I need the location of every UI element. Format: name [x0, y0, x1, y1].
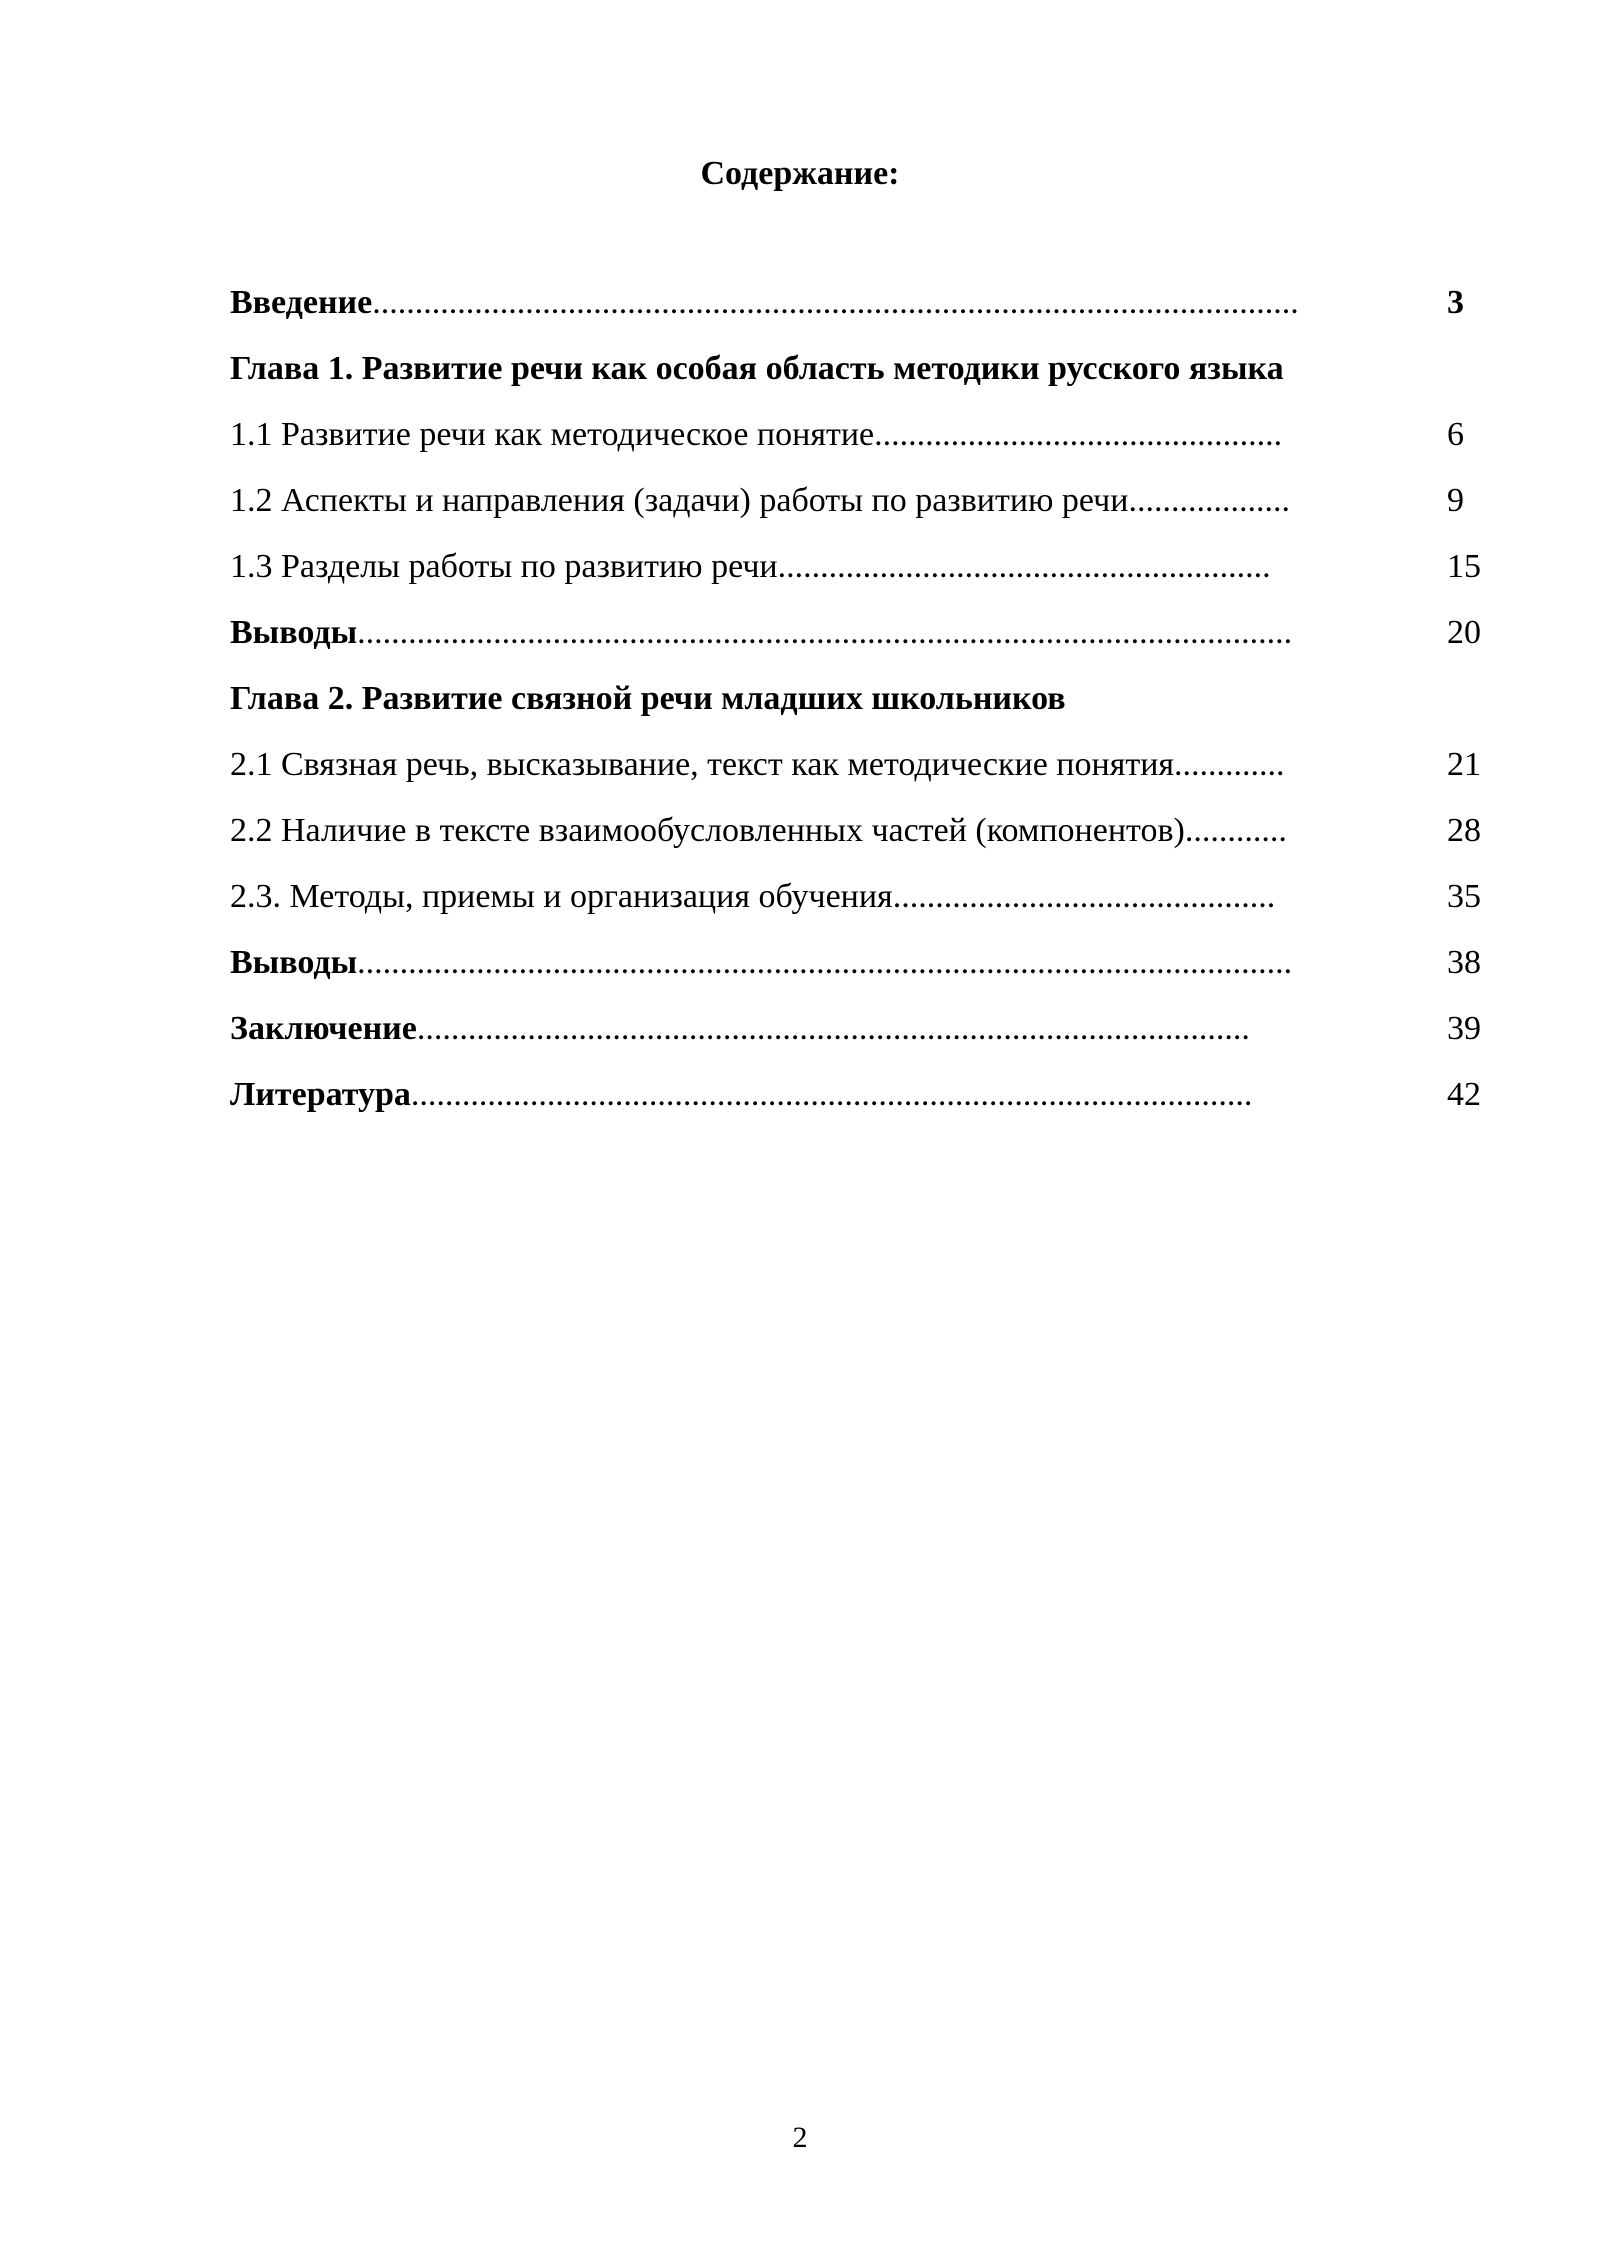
toc-entry[interactable]	[230, 477, 1490, 543]
toc-entry-page-number: 6	[1447, 416, 1464, 453]
toc-entry-text	[230, 1005, 1250, 1053]
toc-entry-label: Выводы	[230, 614, 358, 651]
toc-entry-leader-dots: .............................................	[892, 878, 1276, 915]
toc-entry-page-number: 35	[1447, 878, 1481, 915]
toc-entry-leader-dots: ..................................................................................................	[416, 1010, 1250, 1047]
toc-entry-label: Глава 2. Развитие связной речи младших школьников	[230, 680, 1066, 717]
toc-entry[interactable]	[230, 1005, 1490, 1071]
toc-entry-text	[230, 411, 1282, 459]
toc-entry[interactable]	[230, 873, 1490, 939]
toc-entry-text	[230, 279, 1299, 327]
toc-entry-leader-dots: ..............................................................................................................	[357, 614, 1293, 651]
toc-entry-page-number: 3	[1447, 284, 1464, 321]
toc-entry-leader-dots: .............................................................................................................	[372, 284, 1299, 321]
toc-entry-text	[230, 939, 1292, 987]
toc-entry-label: 2.3. Методы, приемы и организация обучения	[230, 878, 893, 915]
toc-entry-leader-dots: .............	[1174, 746, 1285, 783]
toc-title: Содержание:	[700, 155, 900, 192]
toc-entry-label: Литература	[230, 1076, 411, 1113]
toc-entry-text	[230, 873, 1275, 921]
toc-entry[interactable]	[230, 279, 1490, 345]
toc-entry[interactable]	[230, 939, 1490, 1005]
toc-entry-text	[230, 477, 1290, 525]
table-of-contents	[230, 279, 1490, 1137]
toc-entry-text	[230, 1071, 1252, 1119]
toc-entry-page-number: 9	[1447, 482, 1464, 519]
toc-entry-text	[230, 609, 1292, 657]
toc-entry-text	[230, 741, 1285, 789]
toc-entry-label: 1.3 Разделы работы по развитию речи	[230, 548, 778, 585]
toc-entry[interactable]	[230, 543, 1490, 609]
toc-entry-leader-dots: ................................................	[874, 416, 1283, 453]
toc-entry[interactable]	[230, 675, 1490, 741]
toc-entry-label: 1.2 Аспекты и направления (задачи) работы по развитию речи	[230, 482, 1129, 519]
toc-entry-label: Выводы	[230, 944, 358, 981]
toc-entry-page-number: 20	[1447, 614, 1481, 651]
toc-entry-page-number: 38	[1447, 944, 1481, 981]
toc-entry-label: 2.1 Связная речь, высказывание, текст как методические понятия	[230, 746, 1175, 783]
toc-entry[interactable]	[230, 609, 1490, 675]
toc-entry-leader-dots: ..............................................................................................................	[357, 944, 1293, 981]
toc-entry-text	[230, 345, 1284, 393]
toc-entry-page-number: 42	[1447, 1076, 1481, 1113]
toc-entry-leader-dots: ...................	[1128, 482, 1290, 519]
toc-entry-label: Заключение	[230, 1010, 417, 1047]
toc-entry-text	[230, 675, 1066, 723]
toc-entry-label: 2.2 Наличие в тексте взаимообусловленных частей (компонентов)	[230, 812, 1185, 849]
toc-entry-leader-dots: ..........................................................	[777, 548, 1271, 585]
toc-entry-page-number: 21	[1447, 746, 1481, 783]
toc-entry-leader-dots: ...................................................................................................	[410, 1076, 1253, 1113]
toc-entry-text	[230, 543, 1271, 591]
toc-entry-page-number: 39	[1447, 1010, 1481, 1047]
toc-entry[interactable]	[230, 411, 1490, 477]
toc-entry-leader-dots: ............	[1184, 812, 1287, 849]
toc-entry-label: 1.1 Развитие речи как методическое понятие	[230, 416, 875, 453]
toc-entry-label: Глава 1. Развитие речи как особая область методики русского языка	[230, 350, 1284, 387]
toc-entry-label: Введение	[230, 284, 373, 321]
toc-entry[interactable]	[230, 1071, 1490, 1137]
toc-entry-page-number: 28	[1447, 812, 1481, 849]
toc-entry[interactable]	[230, 741, 1490, 807]
page-number: 2	[792, 2121, 808, 2154]
toc-entry-page-number: 15	[1447, 548, 1481, 585]
toc-entry[interactable]	[230, 345, 1490, 411]
toc-entry[interactable]	[230, 807, 1490, 873]
toc-entry-text	[230, 807, 1287, 855]
